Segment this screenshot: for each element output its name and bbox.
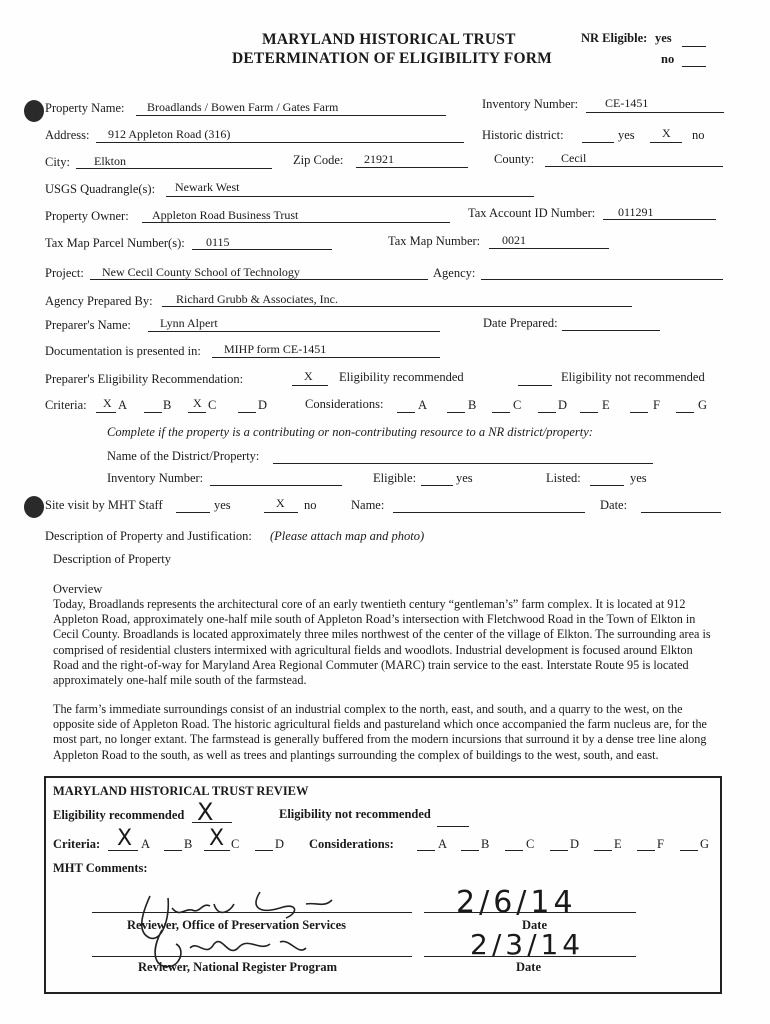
description-label: Description of Property and Justification: <box>45 529 252 543</box>
cons-c: C <box>513 398 522 412</box>
criteria-label: Criteria: <box>45 398 87 412</box>
review-cons-a: A <box>438 837 448 851</box>
review-criteria-d: D <box>275 837 285 851</box>
review-criteria-c: C <box>231 837 240 851</box>
district-name-label: Name of the District/Property: <box>107 449 260 463</box>
review-cons-b: B <box>481 837 490 851</box>
inventory-number-label: Inventory Number: <box>482 97 579 111</box>
cons-g: G <box>698 398 708 412</box>
review-criteria-b: B <box>184 837 193 851</box>
address-value: 912 Appleton Road (316) <box>108 127 231 141</box>
project-label: Project: <box>45 266 84 280</box>
cons-a: A <box>418 398 428 412</box>
eligible-yes: yes <box>456 471 473 485</box>
date1-label: Date <box>522 918 547 932</box>
review-cons-f: F <box>657 837 664 851</box>
criteria-d: D <box>258 398 268 412</box>
mht-comments-label: MHT Comments: <box>53 861 148 875</box>
usgs-value: Newark West <box>175 180 240 194</box>
county-label: County: <box>494 152 535 166</box>
zip-label: Zip Code: <box>293 153 344 167</box>
review-cons-d: D <box>570 837 580 851</box>
cons-d: D <box>558 398 568 412</box>
criteria-b: B <box>163 398 172 412</box>
criteria-a: A <box>118 398 128 412</box>
tax-map-label: Tax Map Number: <box>388 234 481 248</box>
overview-heading: Overview <box>53 582 103 596</box>
site-visit-date-label: Date: <box>600 498 628 512</box>
agency-label: Agency: <box>433 266 476 280</box>
review-cons-g: G <box>700 837 710 851</box>
review-criteria-a-mark: X <box>117 826 137 851</box>
agency-prepared-label: Agency Prepared By: <box>45 294 153 308</box>
preparer-value: Lynn Alpert <box>160 316 218 330</box>
parcel-value: 0115 <box>206 235 230 249</box>
review-elig-not-recommended: Eligibility not recommended <box>279 807 431 821</box>
historic-district-label: Historic district: <box>482 128 564 142</box>
criteria-a-mark: X <box>103 396 112 410</box>
preparer-label: Preparer's Name: <box>45 318 131 332</box>
description-heading: Description of Property <box>53 552 172 566</box>
eligible-label: Eligible: <box>373 471 417 485</box>
form-title-line1: MARYLAND HISTORICAL TRUST <box>262 31 516 48</box>
reviewer1-label: Reviewer, Office of Preservation Services <box>127 918 347 932</box>
listed-yes: yes <box>630 471 647 485</box>
usgs-label: USGS Quadrangle(s): <box>45 182 156 196</box>
criteria-c-mark: X <box>193 396 202 410</box>
review-considerations-label: Considerations: <box>309 837 394 851</box>
tax-account-label: Tax Account ID Number: <box>468 206 596 220</box>
tax-map-value: 0021 <box>502 233 526 247</box>
site-visit-name-label: Name: <box>351 498 385 512</box>
date-prepared-label: Date Prepared: <box>483 316 558 330</box>
tax-account-value: 011291 <box>618 205 654 219</box>
review-criteria-label: Criteria: <box>53 837 101 851</box>
site-visit-mark: X <box>276 496 285 510</box>
site-visit-label: Site visit by MHT Staff <box>45 498 163 512</box>
listed-label: Listed: <box>546 471 581 485</box>
review-criteria-c-mark: X <box>209 826 229 851</box>
inventory-number-value: CE-1451 <box>605 96 649 110</box>
documentation-value: MIHP form CE-1451 <box>224 342 327 356</box>
agency-prepared-value: Richard Grubb & Associates, Inc. <box>176 292 338 306</box>
historic-district-yes: yes <box>618 128 635 142</box>
property-name-label: Property Name: <box>45 101 125 115</box>
project-value: New Cecil County School of Technology <box>102 265 300 279</box>
elig-not-recommended-label: Eligibility not recommended <box>561 370 705 384</box>
documentation-label: Documentation is presented in: <box>45 344 201 358</box>
owner-label: Property Owner: <box>45 209 129 223</box>
review-elig-recommended: Eligibility recommended <box>53 808 185 822</box>
punch-hole <box>24 100 44 122</box>
site-visit-no: no <box>304 498 317 512</box>
review-heading: MARYLAND HISTORICAL TRUST REVIEW <box>53 784 309 798</box>
district-inventory-label: Inventory Number: <box>107 471 204 485</box>
elig-recommended-label: Eligibility recommended <box>339 370 464 384</box>
zip-value: 21921 <box>364 152 394 166</box>
site-visit-yes: yes <box>214 498 231 512</box>
parcel-label: Tax Map Parcel Number(s): <box>45 236 185 250</box>
reviewer2-label: Reviewer, National Register Program <box>138 960 338 974</box>
recommendation-label: Preparer's Eligibility Recommendation: <box>45 372 244 386</box>
owner-value: Appleton Road Business Trust <box>152 208 299 222</box>
review-cons-c: C <box>526 837 535 851</box>
complete-note: Complete if the property is a contributing or non-contributing resource to a NR district/property: <box>107 425 593 439</box>
cons-e: E <box>602 398 610 412</box>
review-date-2: 2/3/14 <box>470 928 585 961</box>
city-label: City: <box>45 155 71 169</box>
review-criteria-a: A <box>141 837 151 851</box>
nr-eligible-label: NR Eligible: <box>581 31 648 45</box>
overview-paragraph-1: Today, Broadlands represents the architectural core of an early twentieth century “gentleman’s” farm complex. It is located at 912 Appleton Road, approximately one-half mile south of Appleton Road’s intersection with Fletchwood Road in the Town of Elkton in Cecil County. Broadlands is located approximately three miles northwest of the center of the village of Elkton. The surrounding area is comprised of residential clusters intermixed with agricultural fields and woodlots. Industrial development is focused around Elkton Road and the right-of-way for Maryland Area Regional Commuter (MARC) train service to the east. Interstate Route 95 is located approximately one-half mile south of the farmstead. <box>53 597 711 688</box>
description-note: (Please attach map and photo) <box>270 529 425 543</box>
review-elig-mark: X <box>197 798 218 826</box>
review-date-1: 2/6/14 <box>456 885 577 920</box>
form-title-line2: DETERMINATION OF ELIGIBILITY FORM <box>232 50 552 67</box>
recommendation-mark: X <box>304 369 313 383</box>
cons-f: F <box>653 398 660 412</box>
historic-district-mark: X <box>662 126 671 140</box>
city-value: Elkton <box>94 154 126 168</box>
criteria-c: C <box>208 398 217 412</box>
nr-eligible-no: no <box>661 52 675 66</box>
historic-district-no: no <box>692 128 705 142</box>
property-name-value: Broadlands / Bowen Farm / Gates Farm <box>147 100 339 114</box>
overview-paragraph-2: The farm’s immediate surroundings consist of an industrial complex to the north, east, and south, and a quarry to the west, on the opposite side of Appleton Road. The historic agricultural fields and pastureland which once accompanied the farm nucleus are, for the most part, no longer extant. The farmstead is generally buffered from the modern incursions that surround it by a dense tree line along Appleton Road to the south, as well as trees and plantings surrounding the complex of buildings to the west, south, and east. <box>53 702 707 762</box>
considerations-label: Considerations: <box>305 397 384 411</box>
date2-label: Date <box>516 960 541 974</box>
address-label: Address: <box>45 128 90 142</box>
review-cons-e: E <box>614 837 622 851</box>
punch-hole <box>24 496 44 518</box>
nr-eligible-yes: yes <box>655 31 672 45</box>
county-value: Cecil <box>561 151 587 165</box>
cons-b: B <box>468 398 477 412</box>
